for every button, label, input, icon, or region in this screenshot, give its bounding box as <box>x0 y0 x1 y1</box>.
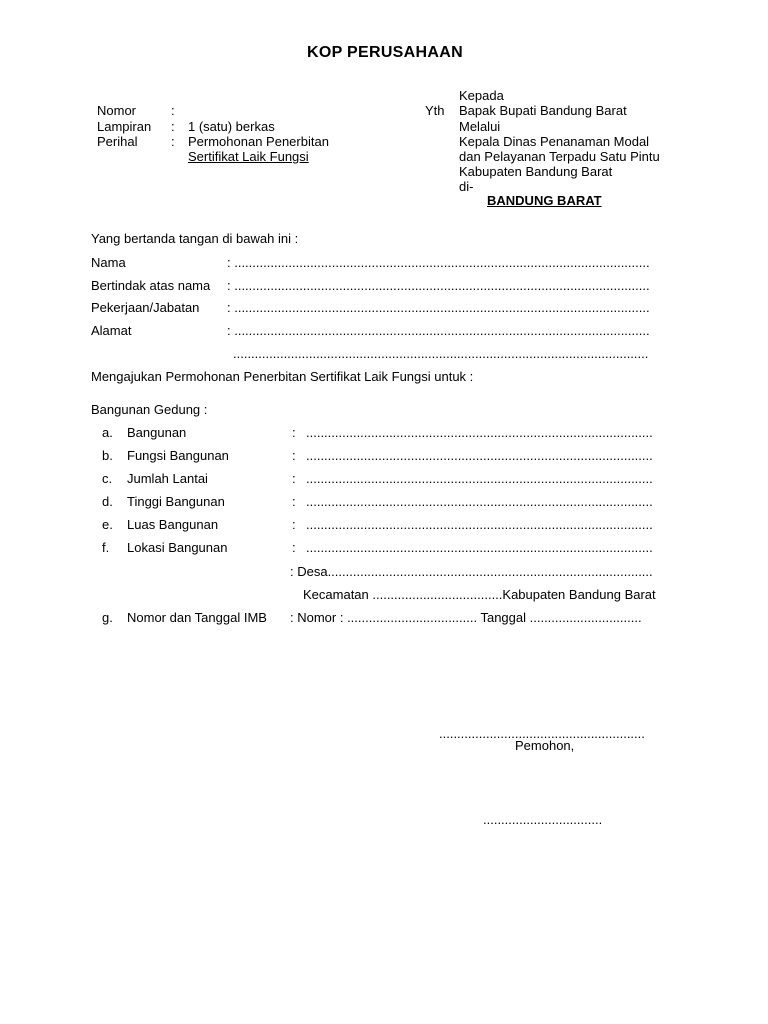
item-label-f: Lokasi Bangunan <box>127 540 228 555</box>
applicant-intro: Yang bertanda tangan di bawah ini : <box>91 231 299 246</box>
item-value-g: : Nomor : .................................... Tanggal ............................... <box>290 610 642 625</box>
recipient-kepada: Kepada <box>459 88 504 103</box>
item-letter-e: e. <box>102 517 113 532</box>
item-letter-f: f. <box>102 540 110 555</box>
kecamatan-line: Kecamatan ....................................Kabupaten Bandung Barat <box>303 587 656 602</box>
item-colon-e: : <box>292 517 296 532</box>
item-colon-a: : <box>292 425 296 440</box>
item-letter-d: d. <box>102 494 113 509</box>
item-letter-c: c. <box>102 471 113 486</box>
field-nama-label: Nama <box>91 255 126 270</box>
perihal-label: Perihal <box>97 134 138 149</box>
item-colon-c: : <box>292 471 296 486</box>
field-alamat-label: Alamat <box>91 323 132 338</box>
perihal-colon: : <box>171 134 175 149</box>
item-value-d: ................................................................................................ <box>306 494 653 509</box>
field-nama-value: : ................................................................................................................... <box>227 255 650 270</box>
item-value-c: ................................................................................................ <box>306 471 653 486</box>
nomor-label: Nomor <box>97 103 137 118</box>
item-letter-g: g. <box>102 610 113 625</box>
lampiran-value: 1 (satu) berkas <box>188 119 275 134</box>
item-label-g: Nomor dan Tanggal IMB <box>127 610 267 625</box>
item-letter-b: b. <box>102 448 113 463</box>
item-value-a: ................................................................................................ <box>306 425 653 440</box>
recipient-line3: Kepala Dinas Penanaman Modal <box>459 134 650 149</box>
field-bertindak-value: : ................................................................................................................... <box>227 278 650 293</box>
field-pekerjaan-value: : ................................................................................................................... <box>227 300 650 315</box>
item-value-f: ................................................................................................ <box>306 540 653 555</box>
request-text: Mengajukan Permohonan Penerbitan Sertifikat Laik Fungsi untuk : <box>91 369 474 384</box>
item-value-e: ................................................................................................ <box>306 517 653 532</box>
signature-role: Pemohon, <box>515 738 575 753</box>
item-label-d: Tinggi Bangunan <box>127 494 225 509</box>
lampiran-label: Lampiran <box>97 119 152 134</box>
item-colon-d: : <box>292 494 296 509</box>
item-value-b: ................................................................................................ <box>306 448 653 463</box>
item-label-b: Fungsi Bangunan <box>127 448 229 463</box>
signature-date-line: ......................................................... <box>439 726 645 741</box>
recipient-place: BANDUNG BARAT <box>487 193 602 208</box>
desa-line: : Desa.......................................................................................... <box>290 564 653 579</box>
item-label-a: Bangunan <box>127 425 187 440</box>
field-pekerjaan-label: Pekerjaan/Jabatan <box>91 300 200 315</box>
field-alamat-value: : ................................................................................................................... <box>227 323 650 338</box>
item-colon-f: : <box>292 540 296 555</box>
item-label-e: Luas Bangunan <box>127 517 219 532</box>
recipient-yth: Yth <box>425 103 445 118</box>
item-colon-b: : <box>292 448 296 463</box>
recipient-line4: dan Pelayanan Terpadu Satu Pintu <box>459 149 660 164</box>
field-alamat-continued: ................................................................................................................... <box>233 346 649 361</box>
recipient-line2: Melalui <box>459 119 501 134</box>
perihal-line1: Permohonan Penerbitan <box>188 134 329 149</box>
field-bertindak-label: Bertindak atas nama <box>91 278 211 293</box>
lampiran-colon: : <box>171 119 175 134</box>
item-label-c: Jumlah Lantai <box>127 471 208 486</box>
nomor-colon: : <box>171 103 175 118</box>
item-letter-a: a. <box>102 425 113 440</box>
building-heading: Bangunan Gedung : <box>91 402 208 417</box>
perihal-line2: Sertifikat Laik Fungsi <box>188 149 309 164</box>
page-title: KOP PERUSAHAAN <box>307 44 463 61</box>
recipient-line1: Bapak Bupati Bandung Barat <box>459 103 627 118</box>
signature-name-line: ................................. <box>483 812 603 827</box>
recipient-line5: Kabupaten Bandung Barat <box>459 164 613 179</box>
recipient-line6: di- <box>459 179 474 194</box>
